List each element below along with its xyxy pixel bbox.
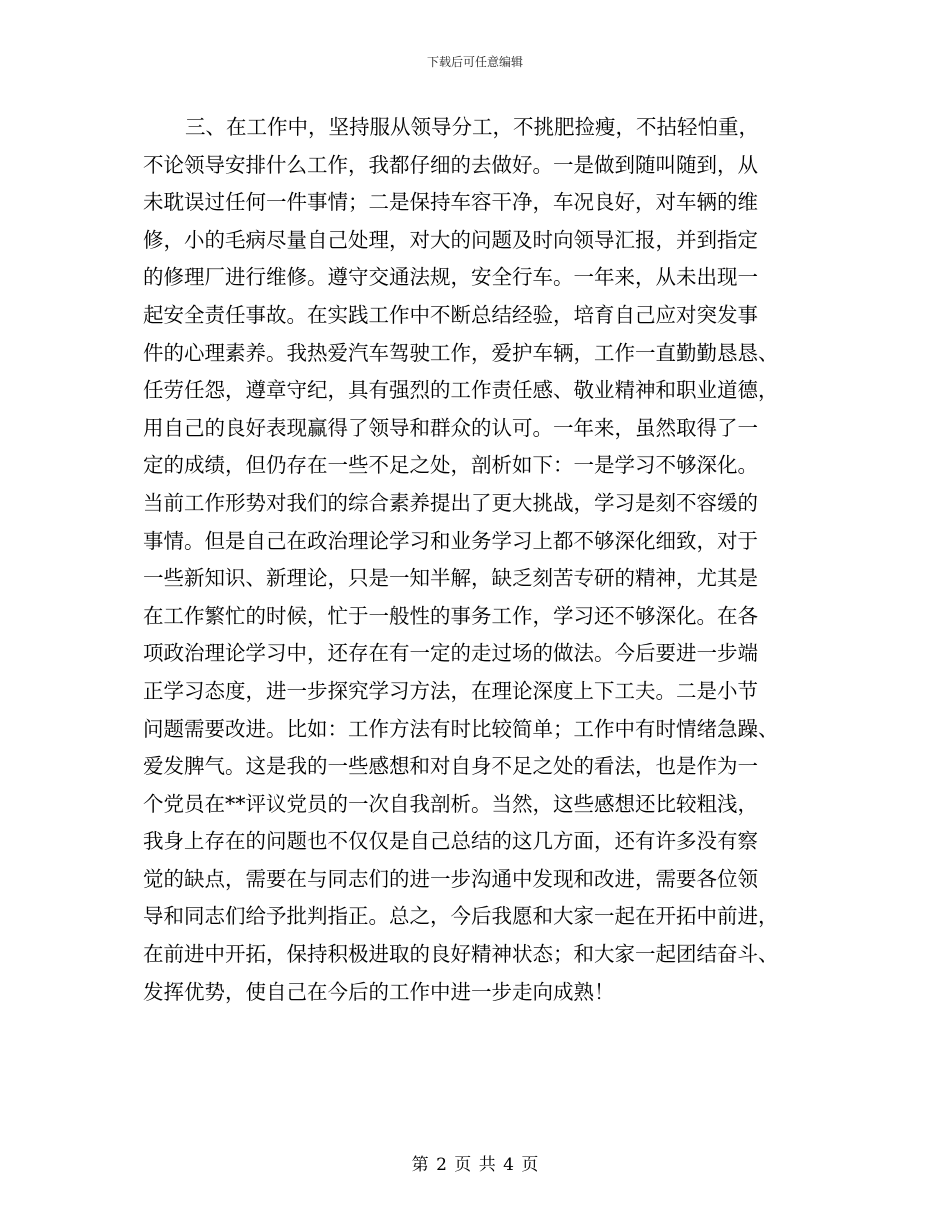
paragraph-line: 我身上存在的问题也不仅仅是自己总结的这几方面，还有许多没有察: [143, 829, 758, 854]
paragraph-line: 在前进中开拓，保持积极进取的良好精神状态；和大家一起团结奋斗、: [143, 942, 779, 967]
paragraph-line: 三、在工作中，坚持服从领导分工，不挑肥捡瘦，不拈轻怕重，: [185, 115, 759, 139]
paragraph-line: 一些新知识、新理论，只是一知半解，缺乏刻苦专研的精神，尤其是: [143, 566, 758, 591]
paragraph-line: 的修理厂进行维修。遵守交通法规，安全行车。一年来，从未出现一: [143, 265, 758, 290]
paragraph-line: 起安全责任事故。在实践工作中不断总结经验，培育自己应对突发事: [143, 302, 758, 327]
paragraph-line: 未耽误过任何一件事情；二是保持车容干净，车况良好，对车辆的维: [143, 190, 758, 215]
paragraph-line: 个党员在**评议党员的一次自我剖析。当然，这些感想还比较粗浅，: [143, 791, 758, 816]
paragraph-line: 爱发脾气。这是我的一些感想和对自身不足之处的看法，也是作为一: [143, 754, 758, 779]
paragraph-line: 定的成绩，但仍存在一些不足之处，剖析如下：一是学习不够深化。: [143, 453, 758, 478]
paragraph-line: 觉的缺点，需要在与同志们的进一步沟通中发现和改进，需要各位领: [143, 866, 758, 891]
paragraph-line: 事情。但是自己在政治理论学习和业务学习上都不够深化细致，对于: [143, 528, 758, 553]
paragraph-line: 当前工作形势对我们的综合素养提出了更大挑战，学习是刻不容缓的: [143, 490, 758, 515]
paragraph-line: 项政治理论学习中，还存在有一定的走过场的做法。今后要进一步端: [143, 641, 758, 666]
page-header: 下载后可任意编辑: [426, 55, 523, 69]
paragraph-line: 件的心理素养。我热爱汽车驾驶工作，爱护车辆，工作一直勤勤恳恳、: [143, 340, 779, 365]
paragraph-line: 问题需要改进。比如：工作方法有时比较简单；工作中有时情绪急躁、: [143, 716, 779, 741]
paragraph-line: 修，小的毛病尽量自己处理，对大的问题及时向领导汇报，并到指定: [143, 227, 758, 252]
paragraph-line: 导和同志们给予批判指正。总之，今后我愿和大家一起在开拓中前进，: [143, 904, 779, 929]
paragraph-line: 任劳任怨，遵章守纪，具有强烈的工作责任感、敬业精神和职业道德，: [143, 378, 779, 403]
paragraph-line: 在工作繁忙的时候，忙于一般性的事务工作，学习还不够深化。在各: [143, 603, 758, 628]
paragraph-line: 不论领导安排什么工作，我都仔细的去做好。一是做到随叫随到，从: [143, 152, 758, 177]
paragraph-line: 正学习态度，进一步探究学习方法，在理论深度上下工夫。二是小节: [143, 678, 758, 703]
paragraph-line: 发挥优势，使自己在今后的工作中进一步走向成熟！: [143, 979, 615, 1004]
paragraph-line: 用自己的良好表现赢得了领导和群众的认可。一年来，虽然取得了一: [143, 415, 758, 440]
page-number: 第 2 页 共 4 页: [411, 1155, 539, 1175]
document-body: [143, 109, 808, 1011]
